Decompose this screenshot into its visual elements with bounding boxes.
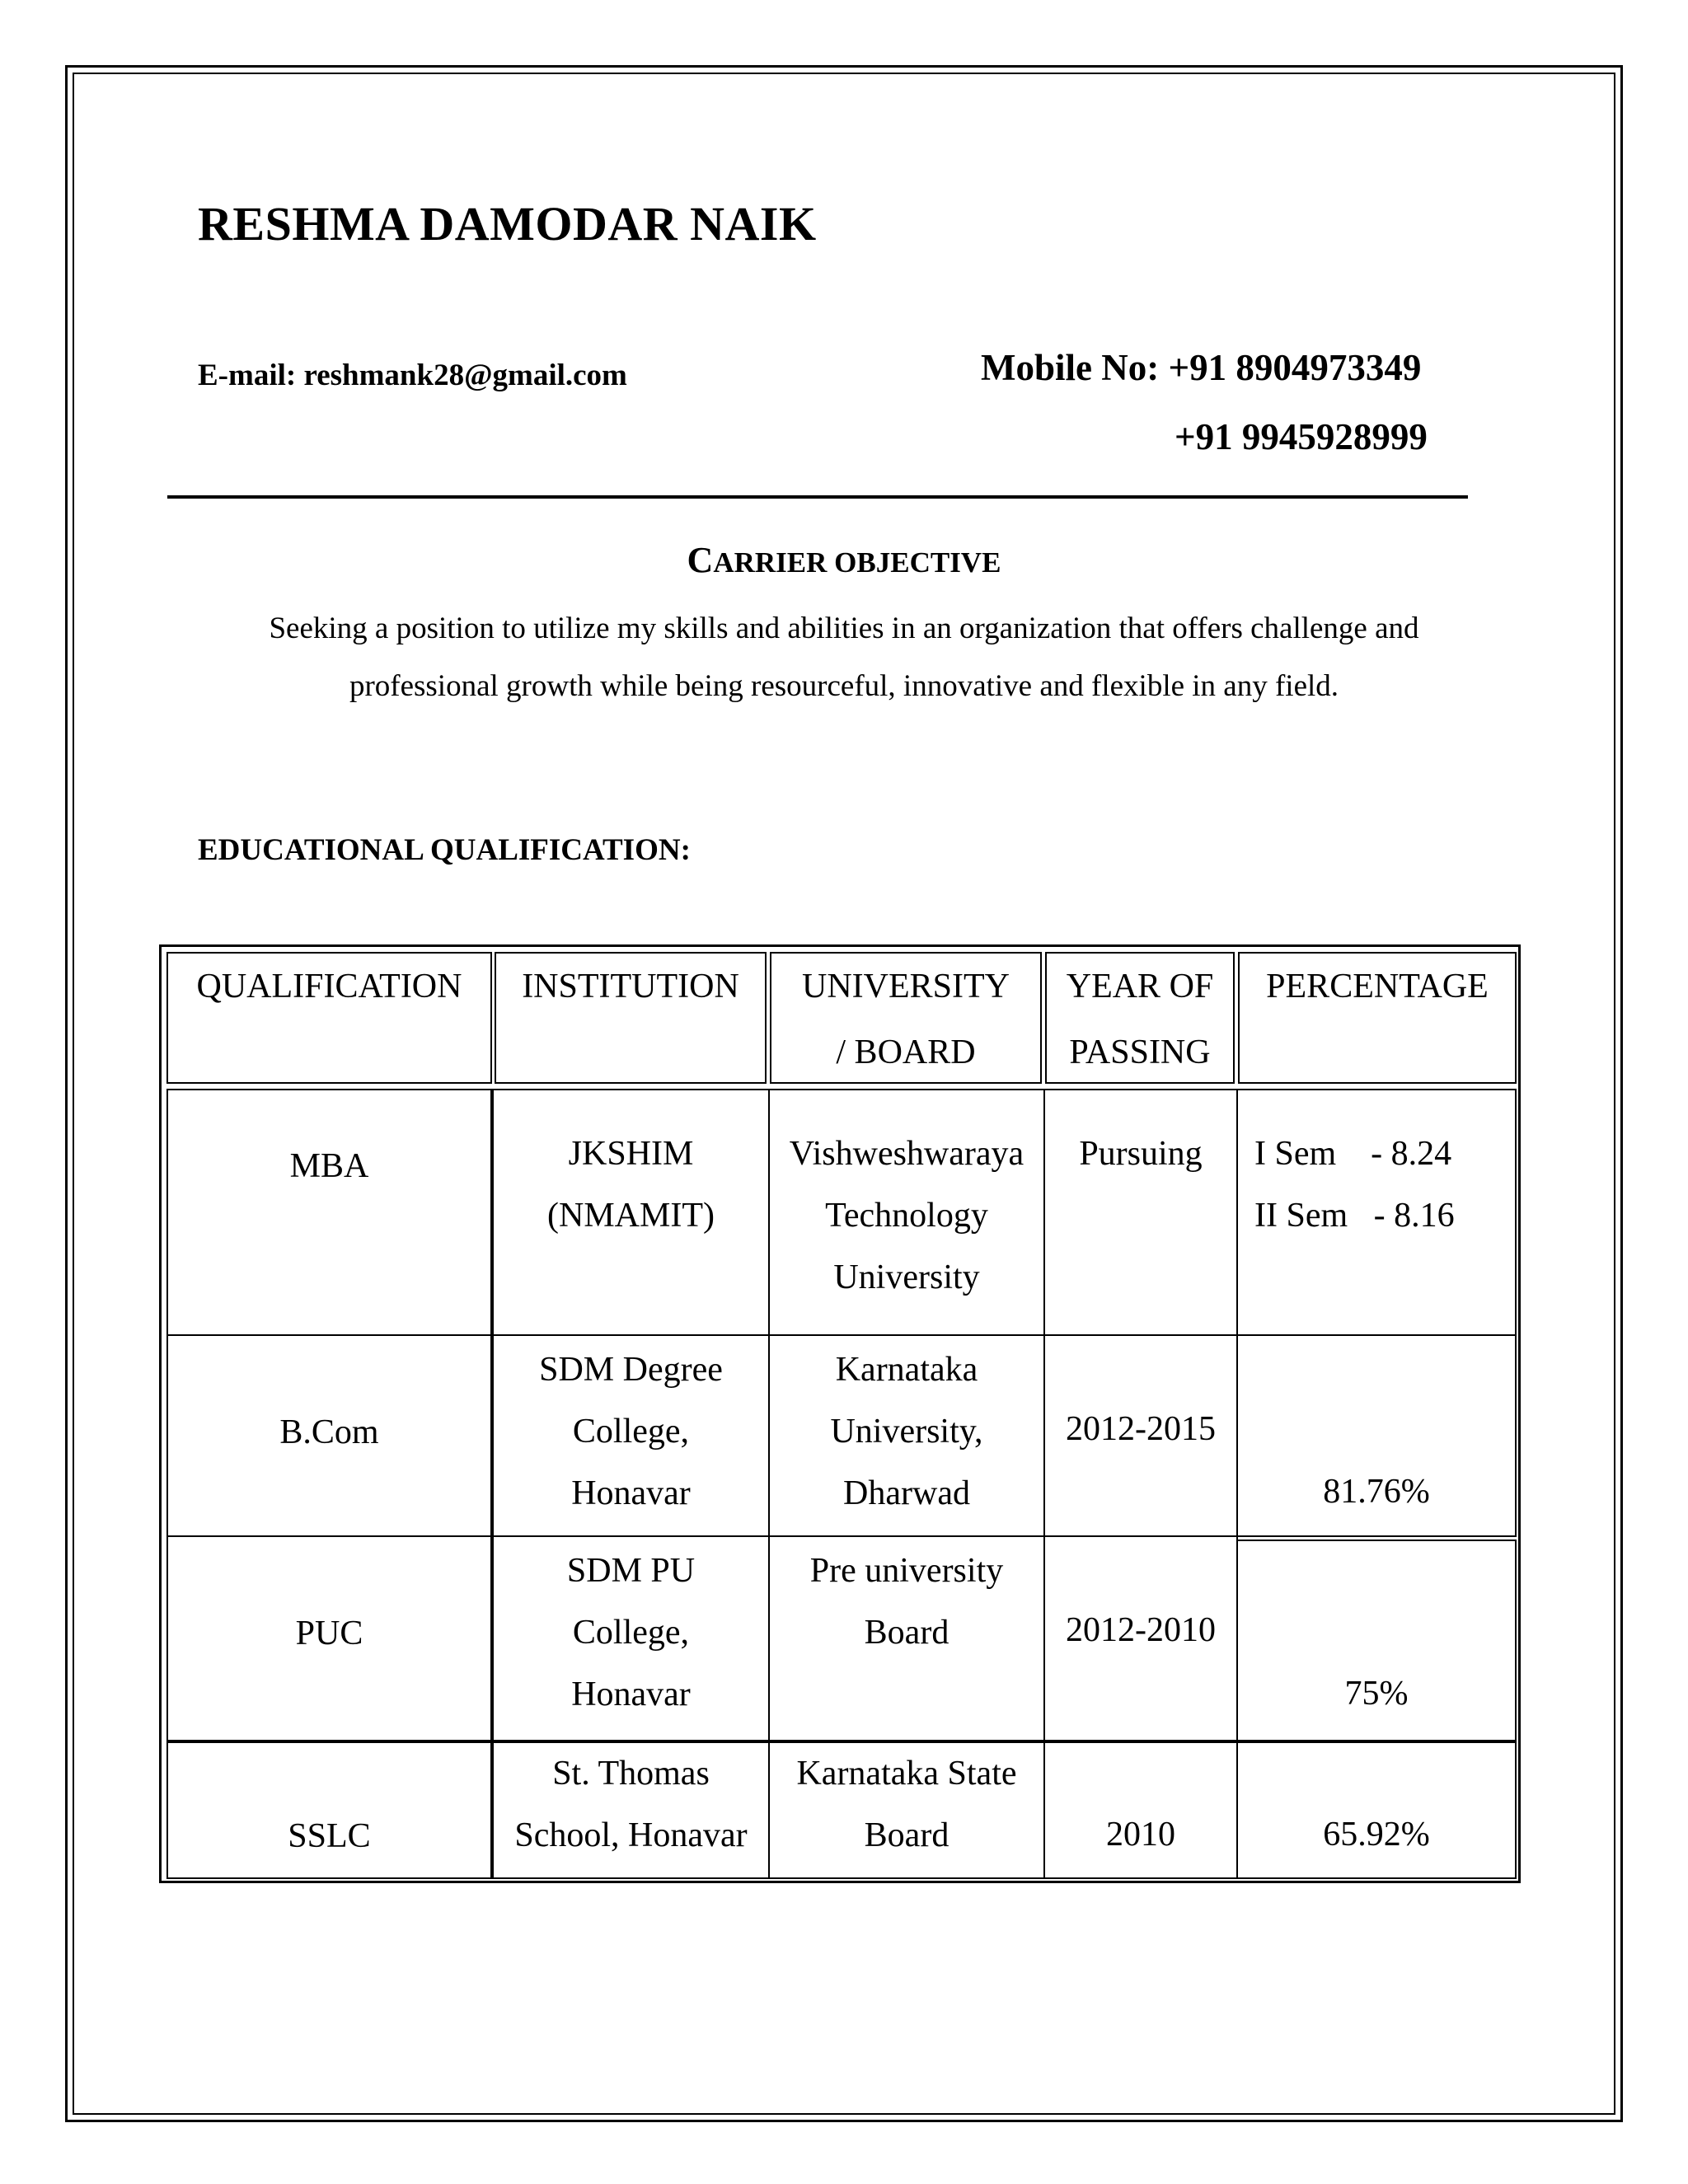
mba-year-cell: Pursuing (1043, 1089, 1238, 1336)
puc-qualification-cell: PUC (166, 1535, 492, 1741)
sslc-percentage-cell: 65.92% (1236, 1741, 1517, 1879)
bcom-institution-cell: SDM Degree College, Honavar (492, 1334, 770, 1537)
education-heading: EDUCATIONAL QUALIFICATION: (198, 833, 691, 867)
mobile-number-1: Mobile No: +91 8904973349 (981, 347, 1422, 388)
education-table (159, 944, 1521, 1883)
mba-percentage-cell: I Sem - 8.24 II Sem - 8.16 (1236, 1089, 1517, 1336)
objective-heading-objective: OBJECTIVE (827, 546, 1001, 579)
objective-text (0, 600, 1688, 715)
objective-line-1: Seeking a position to utilize my skills and abilities in an organization that offers challenge and (269, 612, 1419, 645)
puc-institution-cell: SDM PU College, Honavar (492, 1535, 770, 1741)
puc-year-cell: 2012-2010 (1043, 1535, 1238, 1741)
col-header-university: UNIVERSITY / BOARD (770, 952, 1042, 1084)
mobile-number-2: +91 9945928999 (1175, 416, 1428, 457)
bcom-year-cell: 2012-2015 (1043, 1334, 1238, 1537)
objective-heading (0, 539, 1688, 581)
sslc-university-cell: Karnataka State Board (768, 1741, 1045, 1879)
mba-qualification-cell: MBA (166, 1089, 492, 1336)
candidate-name: RESHMA DAMODAR NAIK (198, 197, 817, 251)
bcom-qualification-cell: B.Com (166, 1334, 492, 1537)
col-header-percentage: PERCENTAGE (1238, 952, 1517, 1084)
email-text: E-mail: reshmank28@gmail.com (198, 359, 627, 392)
header-divider (167, 495, 1468, 499)
sslc-institution-cell: St. Thomas School, Honavar (492, 1741, 770, 1879)
mba-institution-cell: JKSHIM (NMAMIT) (492, 1089, 770, 1336)
col-header-institution: INSTITUTION (495, 952, 767, 1084)
col-header-qualification: QUALIFICATION (166, 952, 492, 1084)
sslc-qualification-cell: SSLC (166, 1741, 492, 1879)
objective-line-2: professional growth while being resourceful, innovative and flexible in any field. (349, 669, 1339, 703)
mba-university-cell: Vishweshwaraya Technology University (768, 1089, 1045, 1336)
objective-heading-carrier: ARRIER (713, 546, 828, 579)
sslc-year-cell: 2010 (1043, 1741, 1238, 1879)
bcom-university-cell: Karnataka University, Dharwad (768, 1334, 1045, 1537)
puc-percentage-cell: 75% (1236, 1540, 1517, 1741)
col-header-year: YEAR OF PASSING (1045, 952, 1235, 1084)
puc-university-cell: Pre university Board (768, 1535, 1045, 1741)
bcom-percentage-cell: 81.76% (1236, 1334, 1517, 1537)
objective-heading-initial: C (687, 540, 714, 580)
